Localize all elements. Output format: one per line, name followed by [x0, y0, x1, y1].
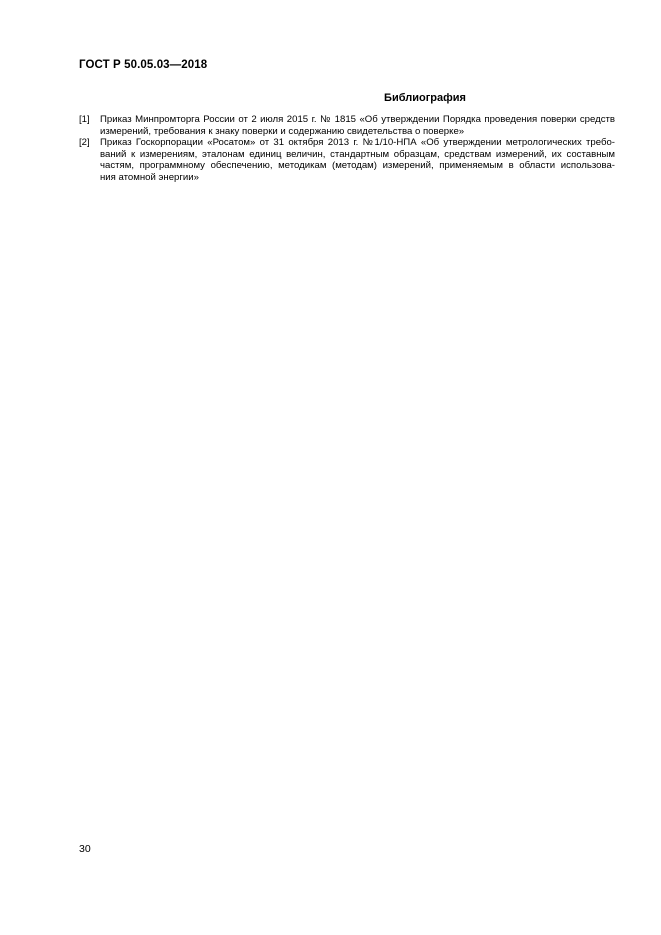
document-header: ГОСТ Р 50.05.03—2018 — [79, 59, 208, 71]
entry-marker: [1] — [79, 114, 90, 125]
entry-line: Приказ Минпромторга России от 2 июля 2015 г. № 1815 «Об утверждении Порядка проведения поверки средств — [100, 114, 615, 125]
entry-line: ваний к измерениям, эталонам единиц величин, стандартным образцам, средствам измерений, их составным — [100, 148, 615, 160]
bibliography-entry-1 — [79, 114, 615, 137]
page-number: 30 — [79, 843, 91, 855]
entry-line: частям, программному обеспечению, методикам (методам) измерений, применяемым в области использова- — [100, 160, 615, 172]
entry-marker: [2] — [79, 137, 90, 149]
entry-text — [100, 114, 615, 137]
entry-line: Приказ Госкорпорации «Росатом» от 31 октября 2013 г. №1/10-НПА «Об утверждении метрологических требо- — [100, 137, 615, 149]
section-title: Библиография — [384, 92, 466, 104]
entry-text — [100, 137, 615, 183]
bibliography-entry-2 — [79, 137, 615, 183]
bibliography-list — [79, 114, 615, 184]
entry-line: измерений, требования к знаку поверки и содержанию свидетельства о поверке» — [100, 125, 465, 137]
entry-line: ния атомной энергии» — [100, 171, 199, 183]
